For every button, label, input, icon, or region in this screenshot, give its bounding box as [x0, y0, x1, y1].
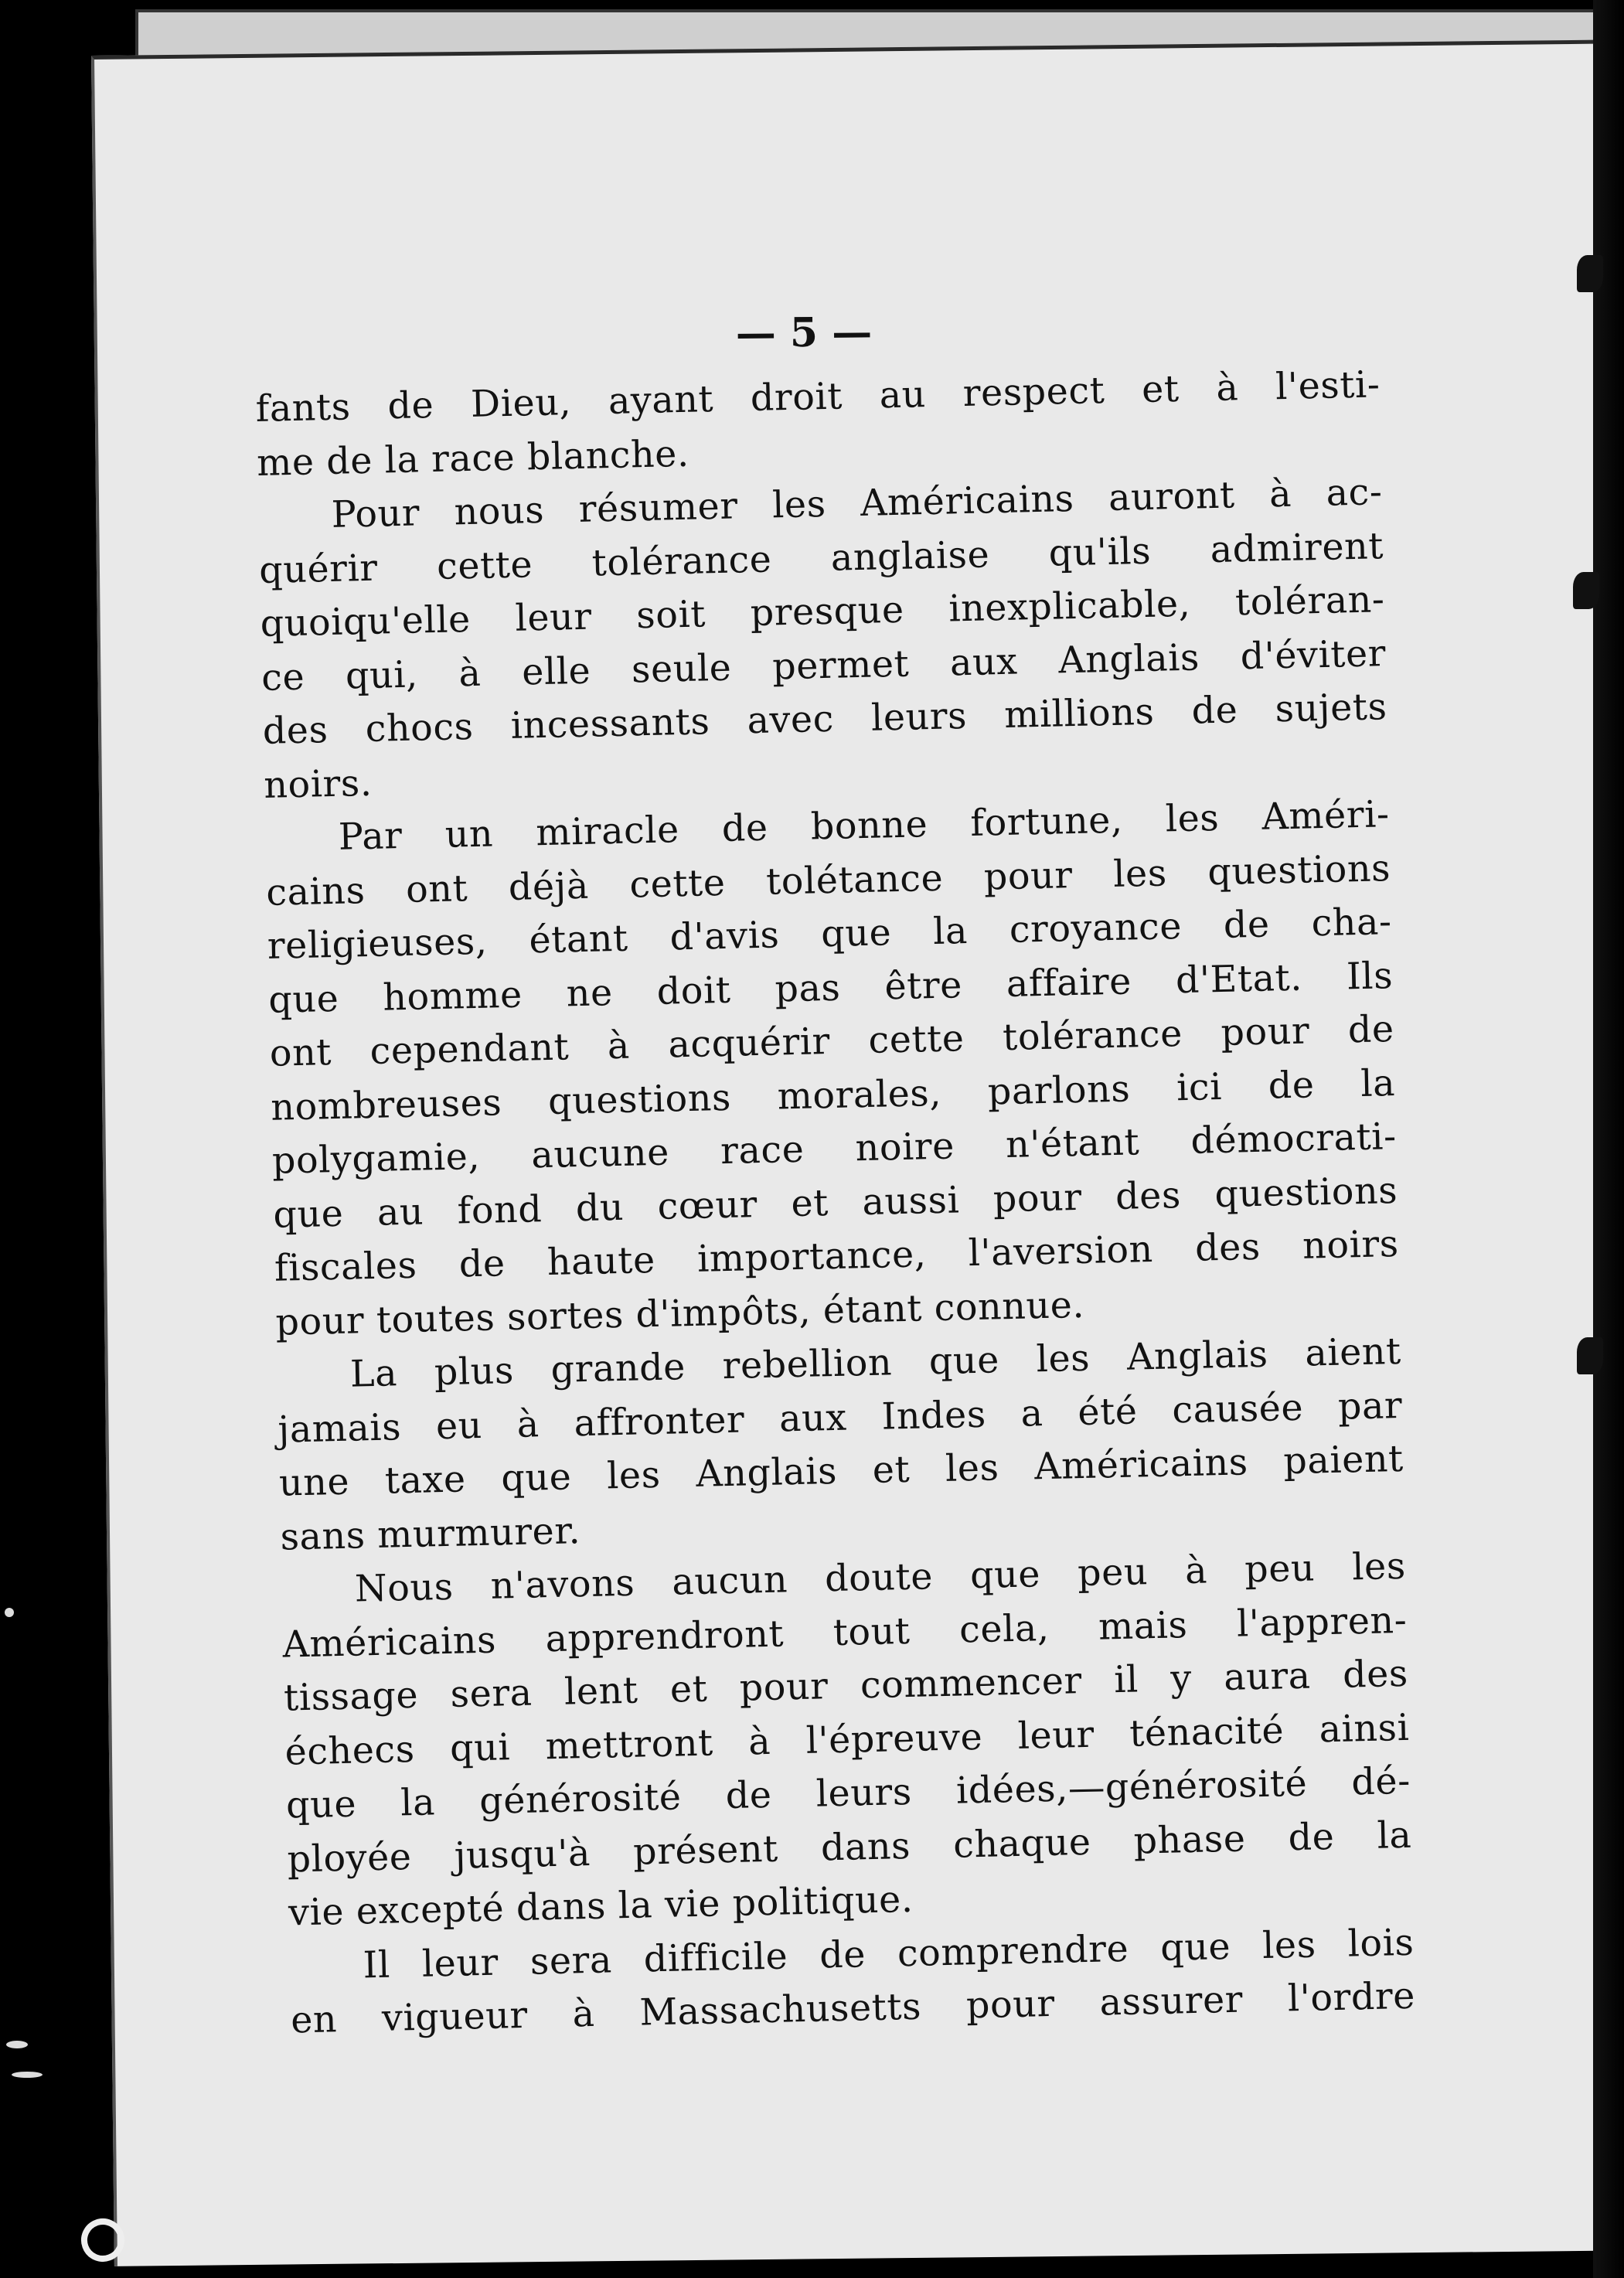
scan-speck — [12, 2072, 43, 2078]
body-text — [255, 358, 1416, 2048]
text-line: religieuses, étant d'avis que la croyance de cha- — [267, 901, 1393, 968]
text-line: en vigueur à Massachusetts pour assurer l'ordre — [290, 1974, 1416, 2042]
text-line: sans murmurer. — [279, 1509, 581, 1559]
text-line: Il leur sera difficile de comprendre que les lois — [363, 1921, 1415, 1987]
scan-speck — [6, 2041, 28, 2048]
text-line: une taxe que les Anglais et les Américains paient — [278, 1437, 1404, 1505]
text-line: jamais eu à affronter aux Indes a été causée par — [277, 1384, 1403, 1452]
text-line: fiscales de haute importance, l'aversion des noirs — [274, 1222, 1400, 1290]
text-line: que la générosité de leurs idées,—générosité dé- — [285, 1759, 1411, 1827]
text-line: quoiqu'elle leur soit presque inexplicable, toléran- — [260, 578, 1386, 645]
text-line: Pour nous résumer les Américains auront à ac- — [331, 471, 1384, 536]
text-line: La plus grande rebellion que les Anglais aient — [349, 1330, 1402, 1396]
text-line: ont cependant à acquérir cette tolérance pour de — [269, 1008, 1395, 1075]
binding-mark — [1573, 572, 1599, 609]
scan-speck — [5, 1608, 14, 1617]
binding-mark — [1577, 255, 1603, 292]
text-line: Américains apprendront tout cela, mais l'appren- — [282, 1599, 1408, 1667]
text-line: noirs. — [263, 761, 373, 807]
text-line: ce qui, à elle seule permet aux Anglais d'éviter — [260, 632, 1387, 700]
text-line: vie excepté dans la vie politique. — [288, 1878, 914, 1935]
text-line: quérir cette tolérance anglaise qu'ils admirent — [258, 524, 1384, 592]
page-edge-shadow — [1593, 0, 1624, 2278]
text-line: me de la race blanche. — [256, 432, 690, 485]
binding-mark — [1577, 1337, 1603, 1374]
text-line: Nous n'avons aucun doute que peu à peu les — [354, 1544, 1407, 1611]
text-line: Par un miracle de bonne fortune, les Améri- — [338, 793, 1391, 859]
text-line: cains ont déjà cette tolétance pour les questions — [265, 846, 1391, 914]
text-line: pour toutes sortes d'impôts, étant connue. — [274, 1283, 1085, 1344]
text-line: polygamie, aucune race noire n'étant démocrati- — [271, 1115, 1398, 1183]
text-line: des chocs incessants avec leurs millions de sujets — [262, 686, 1388, 753]
text-line: échecs qui mettront à l'épreuve leur ténacité ainsi — [284, 1706, 1410, 1774]
text-line: tissage sera lent et pour commencer il y aura des — [283, 1652, 1409, 1720]
page-number: — 5 — — [735, 308, 873, 357]
text-line: fants de Dieu, ayant droit au respect et à l'esti- — [255, 363, 1381, 431]
text-line: que au fond du cœur et aussi pour des questions — [272, 1169, 1398, 1237]
text-line: nombreuses questions morales, parlons ici de la — [270, 1061, 1396, 1129]
text-line: que homme ne doit pas être affaire d'Etat. Ils — [267, 954, 1394, 1022]
text-line: ployée jusqu'à présent dans chaque phase de la — [287, 1813, 1412, 1881]
